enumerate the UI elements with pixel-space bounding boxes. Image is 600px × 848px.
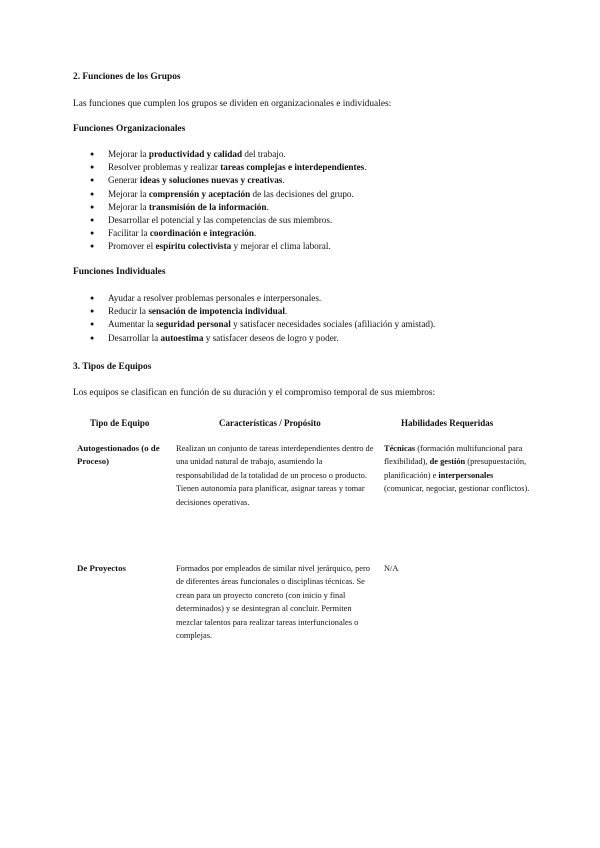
list-item: ● Mejorar la transmisión de la información. — [0, 201, 367, 214]
section-3-heading: 3. Tipos de Equipos — [73, 362, 152, 372]
list-item: ● Ayudar a resolver problemas personales e interpersonales. — [0, 292, 435, 305]
bullet-icon: ● — [90, 294, 95, 302]
individual-functions-list — [0, 292, 435, 345]
bullet-icon: ● — [90, 242, 95, 251]
list-item: ● Mejorar la productividad y calidad del trabajo. — [0, 148, 367, 161]
list-item: ● Facilitar la coordinación e integración. — [0, 227, 367, 240]
bullet-icon: ● — [90, 189, 95, 198]
bullet-icon: ● — [90, 202, 95, 211]
bullet-icon: ● — [90, 229, 95, 238]
bullet-icon: ● — [90, 150, 95, 158]
table-header-purpose: Características / Propósito — [219, 418, 321, 428]
table-header-type: Tipo de Equipo — [90, 418, 150, 428]
list-item: ● Generar ideas y soluciones nuevas y creativas. — [0, 174, 367, 187]
bullet-icon: ● — [90, 215, 95, 224]
bullet-icon: ● — [90, 176, 95, 185]
section-2-intro: Las funciones que cumplen los grupos se dividen en organizacionales e individuales: — [73, 99, 392, 109]
individual-functions-heading: Funciones Individuales — [73, 267, 166, 277]
list-item: ● Desarrollar el potencial y las competencias de sus miembros. — [0, 214, 367, 227]
bullet-icon: ● — [90, 307, 95, 316]
table-cell-skills: N/A — [384, 564, 399, 573]
list-item: ● Aumentar la seguridad personal y satisfacer necesidades sociales (afiliación y amistad). — [0, 318, 435, 331]
table-cell-skills: Técnicas (formación multifuncional para flexibilidad), de gestión (presupuestación, planificación) e interpersonales (comunicar, negociar, gestionar conflictos). — [384, 444, 530, 494]
table-cell-purpose: Realizan un conjunto de tareas interdependientes dentro de una unidad natural de trabajo, asumiendo la responsabilidad de la totalidad de un proceso o producto. Tienen autonomía para planificar, asignar tareas y tomar decisiones operativas. — [176, 444, 374, 507]
list-item: ● Reducir la sensación de impotencia individual. — [0, 305, 435, 318]
table-cell-purpose: Formados por empleados de similar nivel jerárquico, pero de diferentes áreas funcionales o disciplinas técnicas. Se crean para un proyecto concreto (con inicio y final determinados) y se desintegran al concluir. Permiten mezclar talentos para realizar tareas interfuncionales o complejas. — [176, 564, 370, 641]
table-header-skills: Habilidades Requeridas — [401, 418, 494, 428]
bullet-icon: ● — [90, 320, 95, 329]
list-item: ● Resolver problemas y realizar tareas complejas e interdependientes. — [0, 161, 367, 174]
list-item: ● Mejorar la comprensión y aceptación de las decisiones del grupo. — [0, 188, 367, 201]
list-item: ● Promover el espíritu colectivista y mejorar el clima laboral. — [0, 240, 367, 253]
bullet-icon: ● — [90, 163, 95, 172]
bullet-icon: ● — [90, 333, 95, 342]
section-3-intro: Los equipos se clasifican en función de su duración y el compromiso temporal de sus miembros: — [73, 388, 436, 398]
table-cell-type: Autogestionados (o de Proceso) — [77, 443, 160, 467]
list-item: ● Desarrollar la autoestima y satisfacer deseos de logro y poder. — [0, 332, 435, 345]
table-cell-type: De Proyectos — [77, 563, 126, 573]
org-functions-heading: Funciones Organizacionales — [73, 124, 186, 134]
org-functions-list — [0, 148, 367, 254]
section-2-heading: 2. Funciones de los Grupos — [73, 72, 181, 82]
